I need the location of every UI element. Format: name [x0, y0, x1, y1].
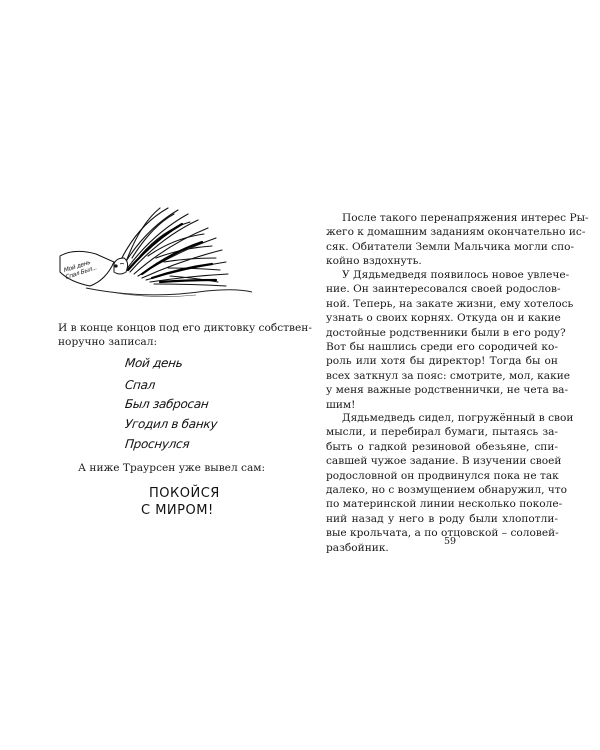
- right-paragraph-1: [326, 211, 589, 269]
- right-paragraph-3: [326, 411, 574, 555]
- text-line: сяк. Обитатели Земли Мальчика могли спо-: [326, 240, 575, 253]
- page-number: 59: [443, 536, 457, 547]
- epitaph-line-1: ПОКОЙСЯ: [149, 486, 220, 501]
- text-line: вые крольчата, а по отцовской – соловей-: [326, 527, 559, 540]
- text-line: койно вздохнуть.: [326, 255, 422, 268]
- text-line: И в конце концов под его диктовку собствен-: [58, 322, 312, 334]
- text-line: далеко, но с возмущением обнаружил, что: [326, 484, 568, 497]
- handwritten-line: Мой день: [124, 356, 184, 370]
- handwritten-line: Был забросан: [124, 397, 210, 411]
- text-line: роль или хотя бы директор! Тогда бы он: [326, 355, 558, 368]
- text-line: родословной он продвинулся пока не так: [326, 469, 559, 482]
- text-line: шим!: [326, 398, 356, 411]
- text-line: достойные родственники были в его роду?: [326, 326, 566, 339]
- text-line: савшей чужое задание. В изучении своей: [326, 455, 562, 468]
- hedgehog-illustration: [56, 196, 266, 304]
- text-line: У Дядьмедведя появилось новое увлече-: [342, 269, 570, 281]
- right-paragraph-2: [326, 268, 574, 412]
- text-line: у меня важные родственнички, не чета ва-: [326, 384, 569, 397]
- text-line: ний назад у него в роду были хлопотли-: [326, 512, 558, 525]
- handwritten-line: Проснулся: [124, 437, 191, 451]
- text-line: ной. Теперь, на закате жизни, ему хотелось: [326, 297, 574, 310]
- text-line: узнать о своих корнях. Откуда он и какие: [326, 312, 561, 325]
- left-paragraph-1: [58, 321, 312, 350]
- text-line: ние. Он заинтересовался своей родослов-: [326, 283, 561, 296]
- text-line: Вот бы нашлись среди его сородичей ко-: [326, 341, 558, 354]
- handwritten-line: Спал: [124, 378, 156, 392]
- text-line: разбойник.: [326, 541, 389, 554]
- text-line: После такого перенапряжения интерес Ры-: [342, 212, 589, 224]
- handwritten-line: Угодил в банку: [124, 417, 218, 431]
- epitaph-line-2: С МИРОМ!: [141, 503, 214, 518]
- text-line: мысли, и перебирал бумаги, пытаясь за-: [326, 426, 558, 439]
- left-paragraph-2: А ниже Траурсен уже вывел сам:: [78, 462, 266, 474]
- text-line: жего к домашним заданиям окончательно ис-: [326, 226, 586, 239]
- text-line: всех заткнул за пояс: смотрите, мол, какие: [326, 369, 571, 382]
- text-line: быть о гадкой резиновой обезьяне, спи-: [326, 440, 558, 453]
- illustration-note-text: Мой день Спал Был...: [63, 258, 98, 282]
- text-line: по материнской линии несколько поколе-: [326, 498, 563, 511]
- text-line: Дядьмедведь сидел, погружённый в свои: [342, 412, 574, 424]
- text-line: норучно записал:: [58, 336, 158, 349]
